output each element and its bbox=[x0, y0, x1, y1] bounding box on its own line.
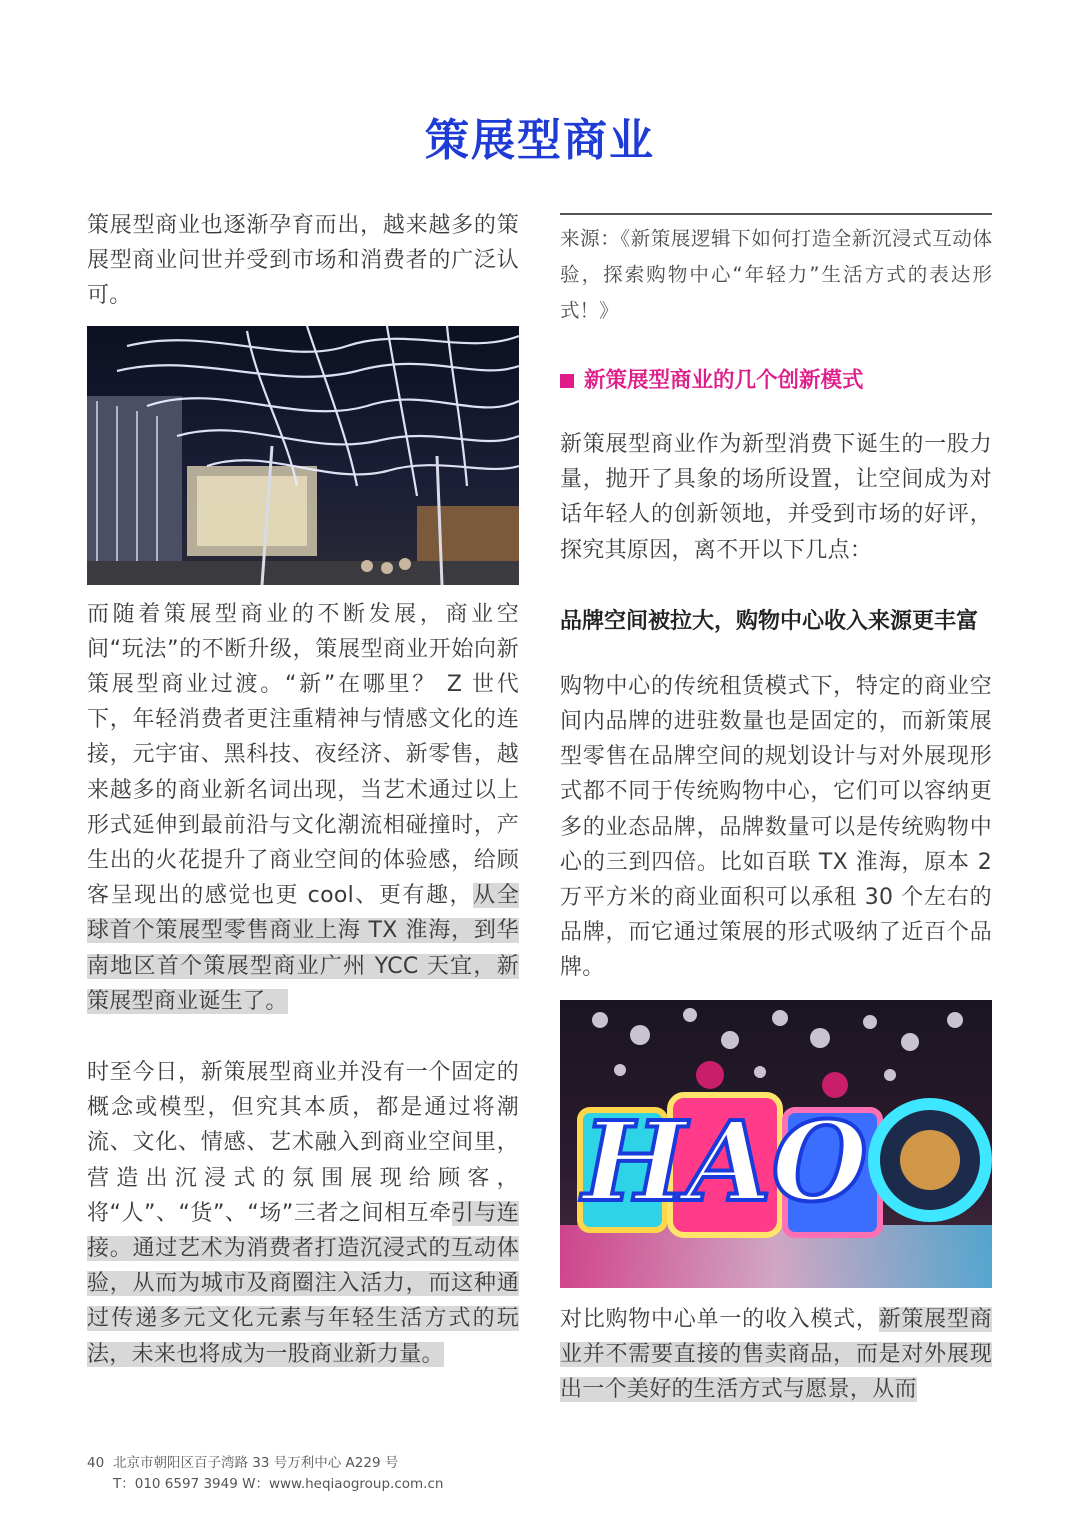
neon-sign-photo bbox=[560, 1000, 992, 1288]
income-paragraph bbox=[560, 1302, 992, 1408]
essence-paragraph bbox=[87, 1055, 519, 1372]
square-bullet-icon bbox=[560, 374, 574, 388]
section-heading-text: 新策展型商业的几个创新模式 bbox=[584, 368, 864, 393]
innovation-paragraph: 新策展型商业作为新型消费下诞生的一股力量，抛开了具象的场所设置，让空间成为对话年轻人的创新领地，并受到市场的好评，探究其原因，离不开以下几点： bbox=[560, 432, 992, 563]
intro-paragraph: 策展型商业也逐渐孕育而出，越来越多的策展型商业问世并受到市场和消费者的广泛认可。 bbox=[87, 213, 519, 309]
development-paragraph bbox=[87, 597, 519, 1019]
development-text: 而随着策展型商业的不断发展，商业空间“玩法”的不断升级，策展型商业开始向新策展型商业过渡。“新”在哪里？ Z 世代下，年轻消费者更注重精神与情感文化的连接，元宇宙、黑科技、夜经济、新零售，越来越多的商业新名词出现，当艺术通过以上形式延伸到最前沿与文化潮流相碰撞时，产生出的火花提升了商业空间的体验感，给顾客呈现出的感觉也更 cool、更有趣， bbox=[87, 601, 519, 909]
leasing-paragraph: 购物中心的传统租赁模式下，特定的商业空间内品牌的进驻数量也是固定的，而新策展型零售在品牌空间的规划设计与对外展现形式都不同于传统购物中心，它们可以容纳更多的业态品牌，品牌数量可以是传统购物中心的三到四倍。比如百联 TX 淮海，原本 2 万平方米的商业面积可以承租 30 个左右的品牌，而它通过策展的形式吸纳了近百个品牌。 bbox=[560, 673, 992, 981]
right-column bbox=[560, 213, 992, 1407]
brand-space-subheading: 品牌空间被拉大，购物中心收入来源更丰富 bbox=[560, 608, 979, 634]
footer-address: 北京市朝阳区百子湾路 33 号万利中心 A229 号 bbox=[113, 1455, 399, 1471]
page-title: 策展型商业 bbox=[425, 115, 655, 166]
footer-contact: T：010 6597 3949 W：www.heqiaogroup.com.cn bbox=[113, 1476, 444, 1492]
page-number: 40 bbox=[87, 1455, 105, 1471]
essence-text: 时至今日，新策展型商业并没有一个固定的概念或模型，但究其本质，都是通过将潮流、文化、情感、艺术融入到商业空间里，营造出沉浸式的氛围展现给顾客，将“人”、“货”、“场”三者之间相互牵 bbox=[87, 1060, 519, 1226]
section-heading bbox=[560, 365, 992, 397]
development-highlight: 从全球首个策展型零售商业上海 TX 淮海，到华南地区首个策展型商业广州 YCC 天宜，新策展型商业诞生了。 bbox=[87, 883, 519, 1014]
left-column bbox=[87, 208, 519, 1372]
canopy-installation-photo bbox=[87, 326, 519, 585]
income-highlight: 新策展型商业并不需要直接的售卖商品，而是对外展现出一个美好的生活方式与愿景，从而 bbox=[560, 1306, 992, 1403]
source-citation: 来源：《新策展逻辑下如何打造全新沉浸式互动体验，探索购物中心“年轻力”生活方式的表达形式！》 bbox=[560, 213, 992, 329]
page-footer bbox=[87, 1453, 587, 1495]
essence-highlight: 引与连接。通过艺术为消费者打造沉浸式的互动体验，从而为城市及商圈注入活力，而这种通过传递多元文化元素与年轻生活方式的玩法，未来也将成为一股商业新力量。 bbox=[87, 1200, 519, 1367]
income-text: 对比购物中心单一的收入模式， bbox=[560, 1306, 879, 1332]
neon-sign-letters: HAO bbox=[582, 1096, 868, 1226]
